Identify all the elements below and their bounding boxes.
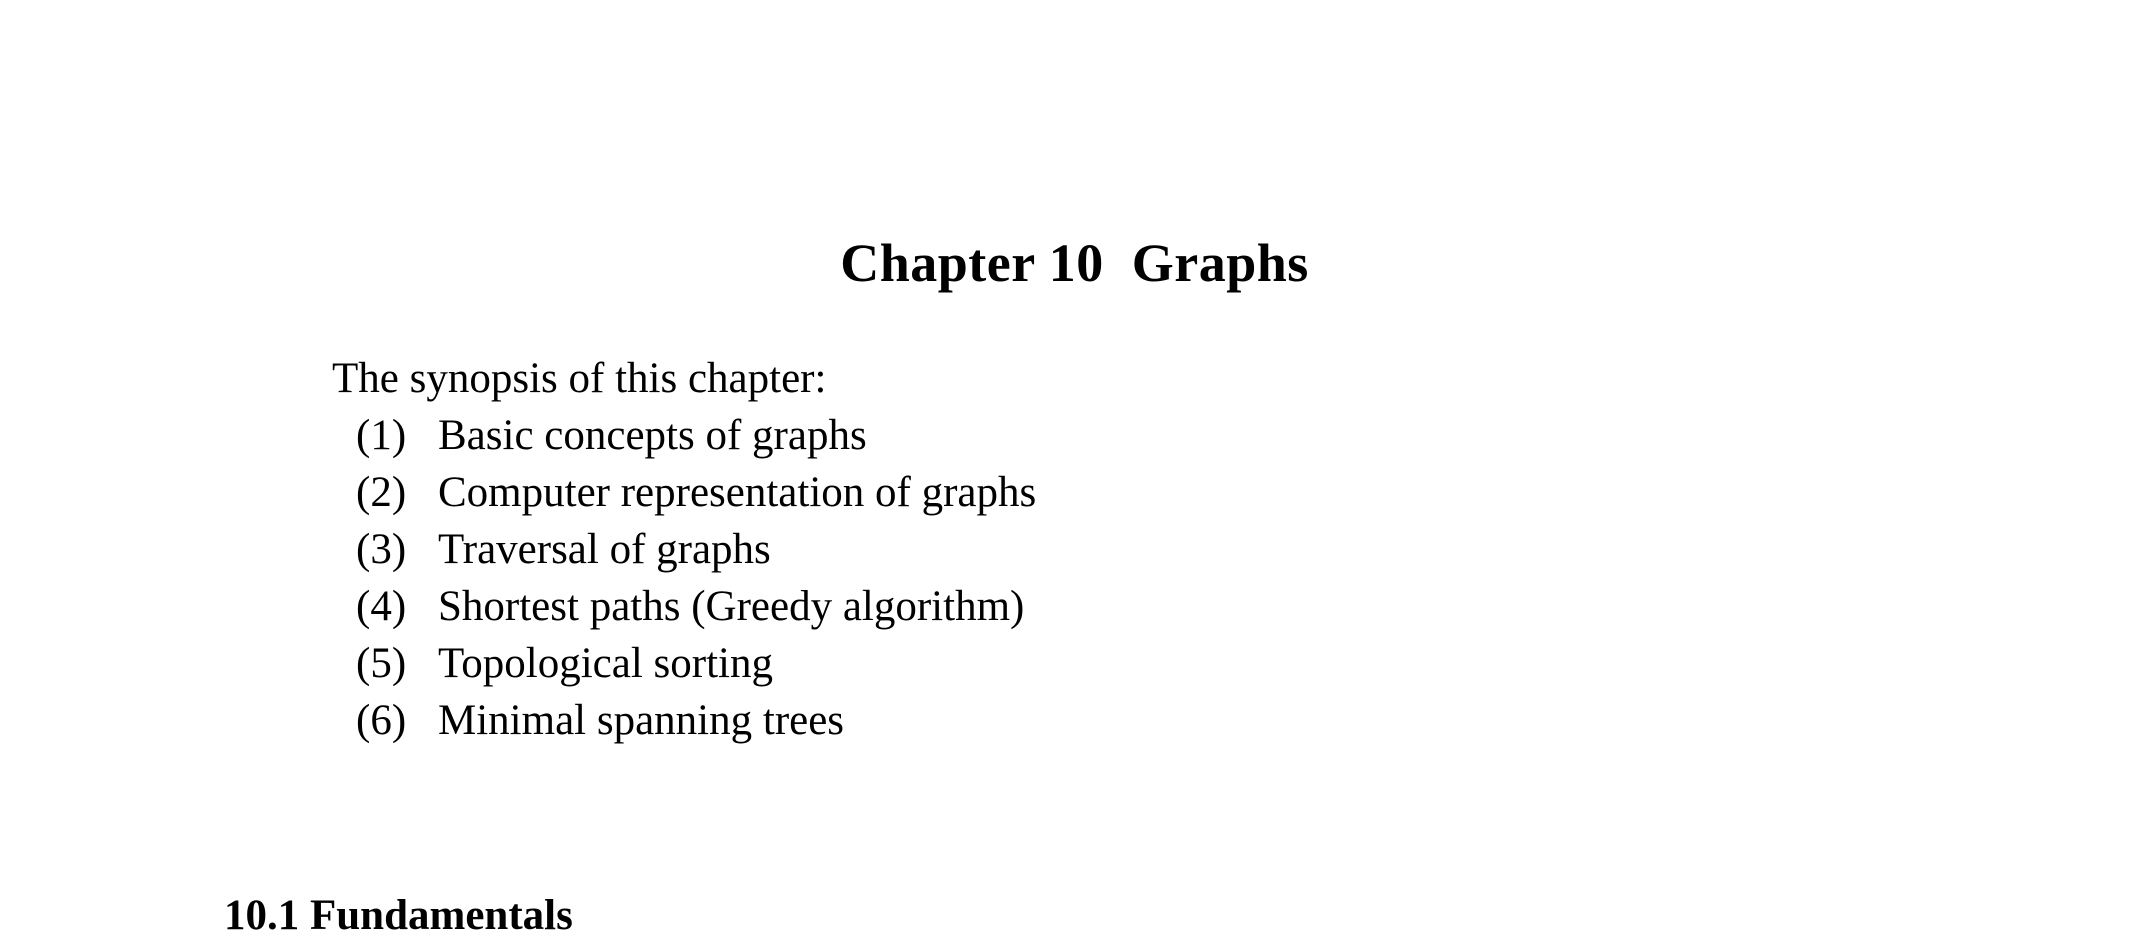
list-item-label: Minimal spanning trees <box>438 697 845 744</box>
list-item <box>332 578 1732 635</box>
synopsis-list <box>332 407 1732 749</box>
list-item-number: (6) <box>356 697 407 744</box>
list-item <box>332 692 1732 749</box>
list-item-label: Traversal of graphs <box>438 526 771 573</box>
synopsis-block <box>332 350 1732 749</box>
synopsis-intro: The synopsis of this chapter: <box>332 355 827 402</box>
list-item-label: Topological sorting <box>438 640 773 687</box>
list-item-number: (4) <box>356 583 407 630</box>
list-item-label: Shortest paths (Greedy algorithm) <box>438 583 1025 630</box>
list-item-label: Basic concepts of graphs <box>438 412 867 459</box>
list-item <box>332 635 1732 692</box>
list-item-number: (1) <box>356 412 407 459</box>
list-item <box>332 521 1732 578</box>
list-item <box>332 407 1732 464</box>
chapter-title: Chapter 10 Graphs <box>840 233 1309 294</box>
list-item-label: Computer representation of graphs <box>438 469 1037 516</box>
list-item <box>332 464 1732 521</box>
section-heading: 10.1 Fundamentals <box>224 891 573 939</box>
list-item-number: (2) <box>356 469 407 516</box>
list-item-number: (3) <box>356 526 407 573</box>
list-item-number: (5) <box>356 640 407 687</box>
